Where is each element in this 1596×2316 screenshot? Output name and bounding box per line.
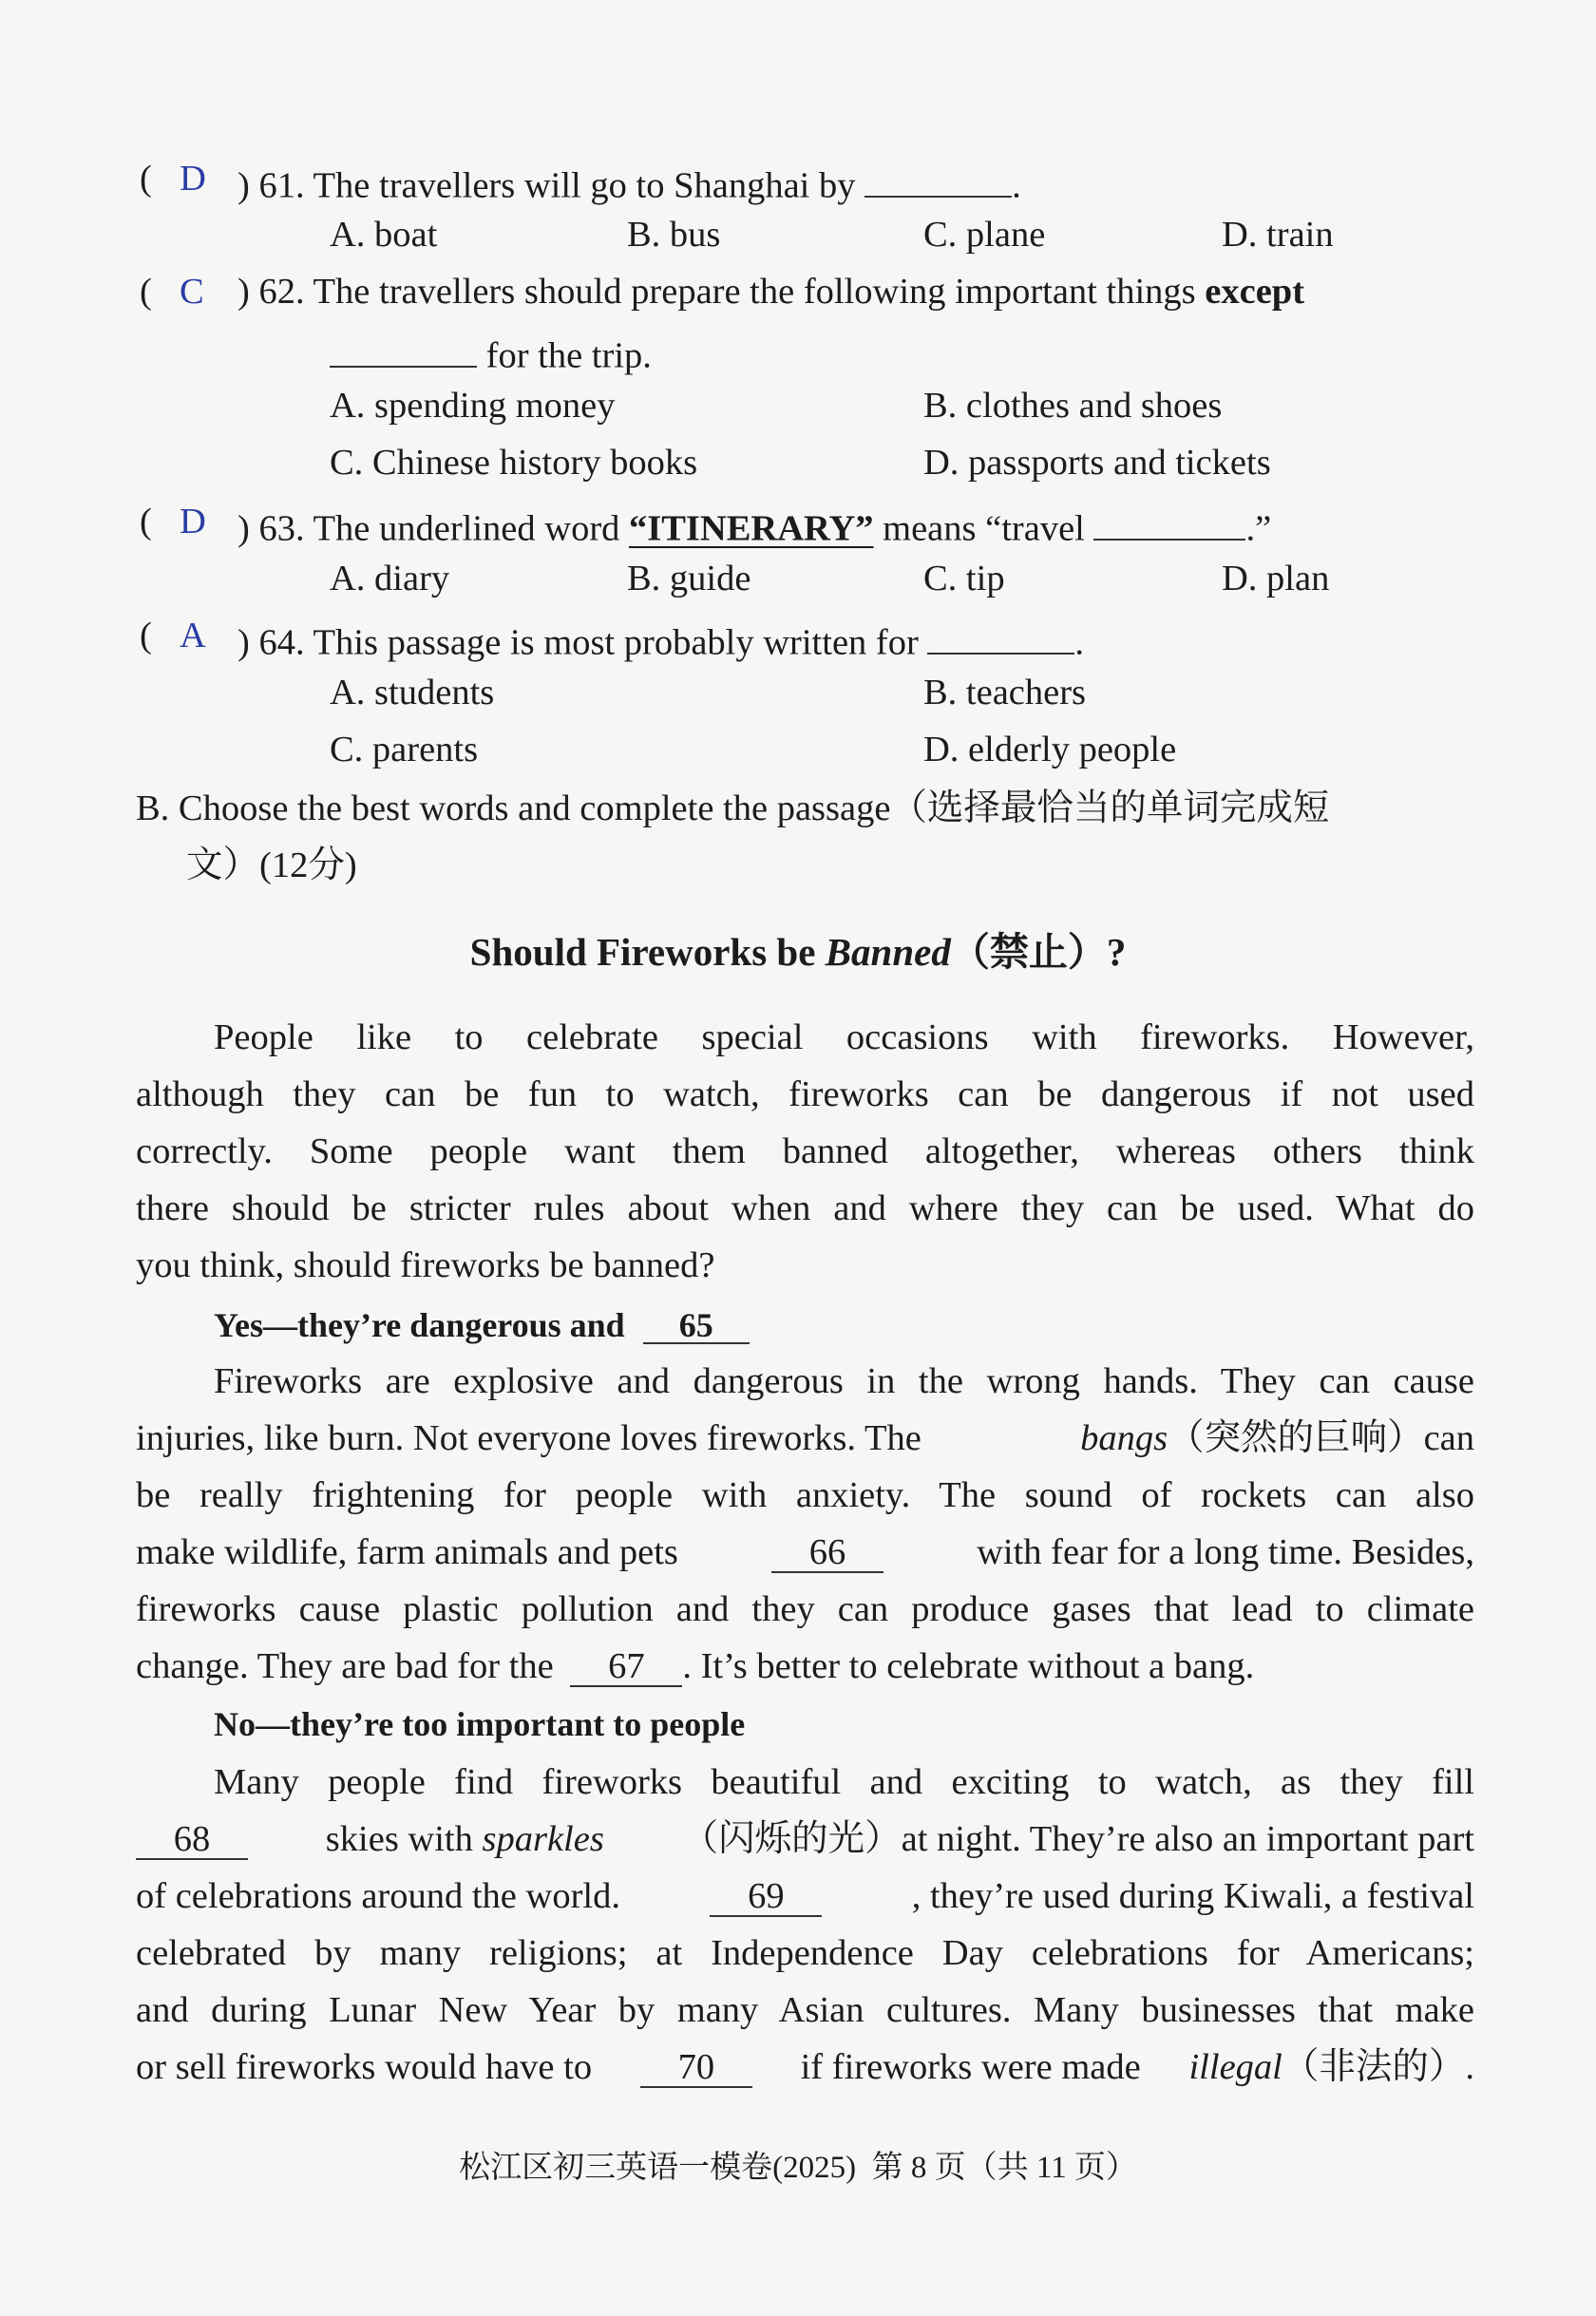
question-number: 61. [258,165,305,206]
p3-line6-italic: illegal [1188,2047,1282,2087]
option-64-d: D. elderly people [923,730,1177,769]
option-63-c: C. tip [923,559,1005,598]
option-63-a: A. diary [330,559,450,598]
question-61: ) 61. The travellers will go to Shanghai by . [238,161,1021,204]
p2-line2 [136,1420,1474,1457]
answer-blank [330,331,477,368]
p3-line3-text: of celebrations around the world. [136,1876,620,1916]
p3-line5: and during Lunar New Year by many Asian cultures. Many businesses that make [136,1990,1474,2030]
question-62-line2 [330,331,652,374]
page-footer: 松江区初三英语一模卷(2025) 第 8 页（共 11 页） [459,2151,1137,2185]
p1-line3: correctly. Some people want them banned altogether, whereas others think [136,1131,1474,1171]
blank-68: 68 [136,1821,248,1860]
section-b-instruction: B. Choose the best words and complete the passage（选择最恰当的单词完成短 [136,788,1330,828]
answer-bracket-63: ( [140,502,152,541]
question-64: ) 64. This passage is most probably written for . [238,617,1084,661]
p3-line4: celebrated by many religions; at Independence Day celebrations for Americans; [136,1933,1474,1973]
p2-line2-text: injuries, like burn. Not everyone loves fireworks. The [136,1418,922,1458]
p3-line6-mid: if fireworks were made [800,2047,1141,2087]
question-stem: The underlined word [313,508,620,549]
answer-bracket-64: ( [140,616,152,655]
p3-line3 [136,1878,1474,1917]
p2-line1: Fireworks are explosive and dangerous in the wrong hands. They can cause [214,1361,1474,1401]
blank-66: 66 [771,1534,884,1573]
option-62-b: B. clothes and shoes [923,386,1223,426]
heading-yes [214,1308,750,1344]
underlined-word: “ITINERARY” [629,508,874,549]
p1-line1: People like to celebrate special occasions with fireworks. However, [214,1017,1474,1057]
p2-line2-post: （突然的巨响）can [1168,1418,1474,1458]
p2-line4-post: with fear for a long time. Besides, [977,1532,1474,1572]
option-63-b: B. guide [627,559,751,598]
p3-line2 [136,1821,1474,1860]
p3-line2-text: skies with [325,1819,473,1859]
title-suffix: （禁止）? [950,930,1127,974]
answer-63: D [180,502,206,541]
option-62-c: C. Chinese history books [330,443,698,483]
option-61-c: C. plane [923,215,1046,255]
answer-blank [1093,503,1245,541]
question-number: 63. [258,508,305,549]
question-number: 62. [258,272,305,312]
heading-yes-text: Yes—they’re dangerous and [214,1306,625,1344]
p3-line2-italic: sparkles [482,1819,604,1859]
question-stem: The travellers will go to Shanghai by [313,165,856,206]
answer-62: C [180,272,204,312]
option-62-d: D. passports and tickets [923,443,1271,483]
passage-title [0,930,1596,974]
answer-bracket-61: ( [140,159,152,199]
option-64-c: C. parents [330,730,479,769]
section-b-instruction-cont: 文）(12分) [186,845,357,885]
answer-64: A [180,616,206,655]
p3-line2-post: （闪烁的光）at night. They’re also an important part [681,1819,1474,1859]
answer-blank [927,617,1074,655]
heading-no: No—they’re too important to people [214,1705,746,1743]
blank-70: 70 [640,2049,752,2088]
blank-69: 69 [710,1878,822,1917]
p3-line6-post: （非法的）. [1282,2047,1474,2087]
p2-line5: fireworks cause plastic pollution and they can produce gases that lead to climate [136,1589,1474,1629]
option-62-a: A. spending money [330,386,616,426]
option-64-b: B. teachers [923,673,1087,712]
p2-line6 [136,1648,1254,1687]
p1-line2: although they can be fun to watch, fireworks can be dangerous if not used [136,1074,1474,1114]
p2-line6-post: . It’s better to celebrate without a bang. [682,1646,1255,1686]
question-stem-end: .” [1245,508,1272,549]
p2-line4 [136,1534,1474,1573]
p2-line6-text: change. They are bad for the [136,1646,554,1686]
p1-line4: there should be stricter rules about when and where they can be used. What do [136,1188,1474,1228]
question-stem-post: means “travel [883,508,1085,549]
p3-line6-text: or sell fireworks would have to [136,2047,593,2087]
question-63: ) 63. The underlined word “ITINERARY” means “travel .” [238,503,1271,547]
p1-line5: you think, should fireworks be banned? [136,1245,715,1285]
title-italic: Banned [825,930,951,974]
p2-line4-text: make wildlife, farm animals and pets [136,1532,678,1572]
answer-bracket-62: ( [140,272,152,312]
title-text: Should Fireworks be [469,930,816,974]
p2-line2-italic: bangs [1080,1418,1168,1458]
question-stem-line2: for the trip. [485,335,652,376]
question-stem: This passage is most probably written for [313,622,919,663]
question-stem-bold: except [1205,272,1305,312]
question-62: ) 62. The travellers should prepare the following important things except [238,272,1305,312]
blank-65: 65 [643,1308,750,1344]
option-64-a: A. students [330,673,495,712]
blank-67: 67 [570,1648,682,1687]
option-61-b: B. bus [627,215,721,255]
answer-61: D [180,159,206,199]
p2-line3: be really frightening for people with anxiety. The sound of rockets can also [136,1475,1474,1515]
p3-line1: Many people find fireworks beautiful and exciting to watch, as they fill [214,1762,1474,1802]
option-63-d: D. plan [1222,559,1330,598]
option-61-d: D. train [1222,215,1334,255]
option-61-a: A. boat [330,215,438,255]
question-number: 64. [258,622,305,663]
answer-blank [864,161,1012,198]
question-stem: The travellers should prepare the following important things [313,272,1196,312]
p3-line6 [136,2049,1474,2088]
p3-line3-post: , they’re used during Kiwali, a festival [911,1876,1474,1916]
